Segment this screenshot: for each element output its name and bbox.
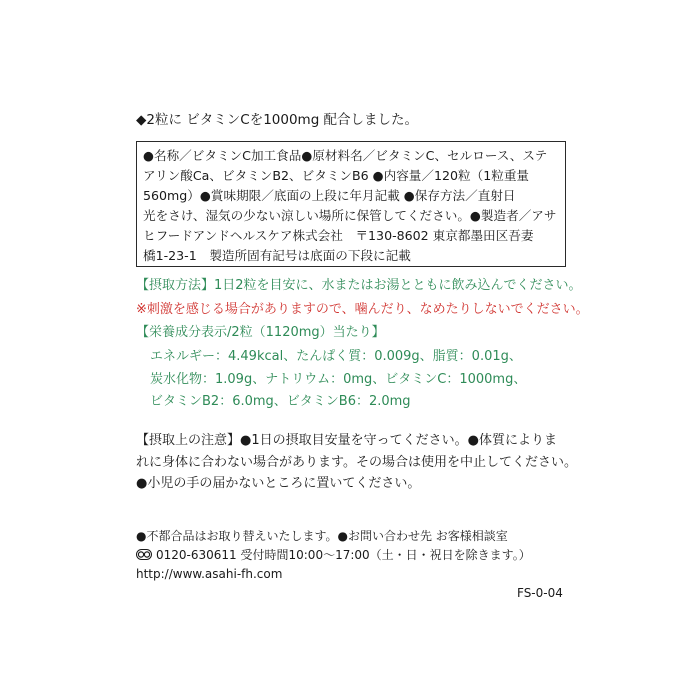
nutrition-line: 炭水化物：1.09g、ナトリウム：0mg、ビタミンC：1000mg、 (150, 372, 527, 387)
nutrition-line: エネルギー：4.49kcal、たんぱく質：0.009g、脂質：0.01g、 (150, 349, 522, 364)
contact-line: ●不都合品はお取り替えいたします。●お問い合わせ先 お客様相談室 (136, 529, 508, 543)
product-info-line: ●名称／ビタミンC加工食品●原材料名／ビタミンC、セルロース、ステ (143, 148, 548, 163)
free-dial-icon (136, 548, 152, 564)
intake-warning: ※刺激を感じる場合がありますので、噛んだり、なめたりしないでください。 (136, 302, 589, 317)
product-code: FS-0-04 (517, 586, 563, 600)
intake-method: 【摂取方法】1日2粒を目安に、水またはお湯とともに飲み込んでください。 (136, 278, 582, 293)
product-info-line: 光をさけ、湿気の少ない涼しい場所に保管してください。●製造者／アサ (143, 208, 557, 223)
website-url[interactable]: http://www.asahi-fh.com (136, 567, 283, 581)
contact-phone: 0120-630611 受付時間10:00〜17:00（土・日・祝日を除きます。） (156, 548, 531, 562)
product-info-line: アリン酸Ca、ビタミンB2、ビタミンB6 ●内容量／120粒（1粒重量 (143, 168, 530, 183)
nutrition-line: ビタミンB2：6.0mg、ビタミンB6：2.0mg (150, 394, 411, 409)
nutrition-title: 【栄養成分表示/2粒（1120mg）当たり】 (136, 325, 385, 340)
caution-line: ●小児の手の届かないところに置いてください。 (136, 476, 421, 491)
product-info-line: ヒフードアンドヘルスケア株式会社 〒130-8602 東京都墨田区吾妻 (143, 228, 534, 243)
product-info-line: 560mg）●賞味期限／底面の上段に年月記載 ●保存方法／直射日 (143, 188, 516, 203)
product-info-box (136, 141, 566, 267)
caution-line: 【摂取上の注意】●1日の摂取目安量を守ってください。●体質によりま (136, 433, 557, 448)
headline: ◆2粒に ビタミンCを1000mg 配合しました。 (136, 112, 419, 128)
product-info-line: 橋1-23-1 製造所固有記号は底面の下段に記載 (143, 248, 411, 263)
caution-line: れに身体に合わない場合があります。その場合は使用を中止してください。 (136, 455, 577, 470)
contact-phone-line (136, 547, 531, 564)
